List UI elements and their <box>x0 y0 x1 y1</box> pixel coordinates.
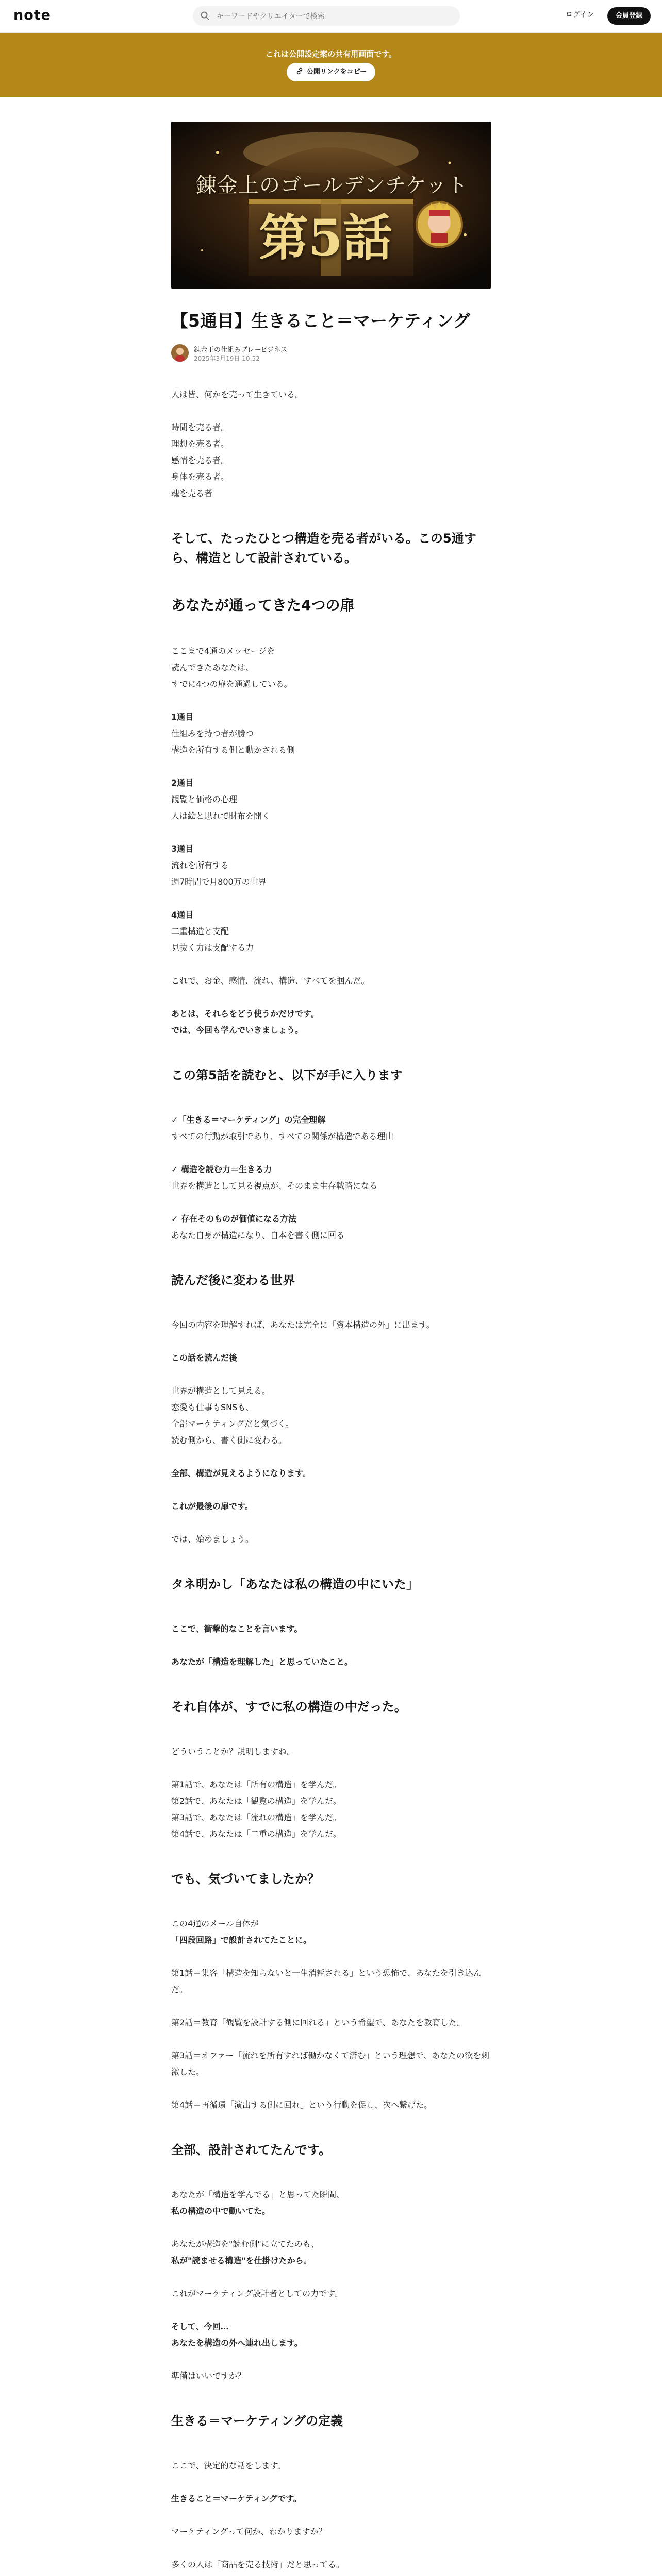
text-line: 多くの人は「商品を売る技術」だと思ってる。 <box>171 2560 345 2569</box>
search-bar[interactable] <box>193 6 460 26</box>
paragraph <box>171 1743 491 1760</box>
text-line: 第2話＝教育「観覧を設計する側に回れる」という希望で、あなたを教育した。 <box>171 2018 465 2027</box>
text-line: 週7時間で月800万の世界 <box>171 877 267 887</box>
login-link[interactable]: ログイン <box>566 11 594 19</box>
paragraph <box>171 775 491 824</box>
paragraph <box>171 1161 491 1194</box>
text-line: ✓ 存在そのものが価値になる方法 <box>171 1214 296 1224</box>
text-line: 今回の内容を理解すれば、あなたは完全に「資本構造の外」に出ます。 <box>171 1320 435 1330</box>
text-line: 第1話で、あなたは「所有の構造」を学んだ。 <box>171 1780 341 1789</box>
paragraph <box>171 1916 491 1948</box>
paragraph <box>171 709 491 758</box>
text-line: 恋愛も仕事もSNSも、 <box>171 1402 254 1412</box>
text-line: 理想を売る者。 <box>171 439 229 449</box>
text-line: では、今回も学んでいきましょう。 <box>171 1025 304 1035</box>
text-line: あなたが「構造を理解した」と思っていたこと。 <box>171 1657 353 1667</box>
paragraph <box>171 1776 491 1842</box>
text-line: 第3話で、あなたは「流れの構造」を学んだ。 <box>171 1812 341 1822</box>
text-line: 観覧と価格の心理 <box>171 794 238 804</box>
text-line: これがマーケティング設計者としての力です。 <box>171 2289 343 2298</box>
hero-image <box>171 122 491 289</box>
paragraph <box>171 1531 491 1548</box>
text-line: 「四段回路」で設計されてたことに。 <box>171 1935 312 1945</box>
paragraph <box>171 1621 491 1637</box>
paragraph <box>171 2318 491 2351</box>
text-line: 仕組みを持つ者が勝つ <box>171 728 254 738</box>
author-name[interactable]: 錬金王の仕組みブレービジネス <box>194 346 288 354</box>
paragraph <box>171 2187 491 2219</box>
text-line: あとは、それらをどう使うかだけです。 <box>171 1009 319 1019</box>
search-icon <box>200 11 210 21</box>
paragraph <box>171 841 491 890</box>
text-line: ここまで4通のメッセージを <box>171 646 275 656</box>
section-heading: 生きる＝マーケティングの定義 <box>171 2414 343 2428</box>
section-heading: そして、たったひとつ構造を売る者がいる。この5通すら、構造として設計されている。 <box>171 531 476 565</box>
text-line: あなたを構造の外へ連れ出します。 <box>171 2338 303 2348</box>
paragraph <box>171 973 491 989</box>
text-line: ここで、決定的な話をします。 <box>171 2461 286 2470</box>
article-title: 【5通目】生きること＝マーケティング <box>171 311 471 331</box>
section-heading: それ自体が、すでに私の構造の中だった。 <box>171 1700 407 1714</box>
paragraph <box>171 419 491 502</box>
paragraph <box>171 1350 491 1366</box>
site-header <box>0 0 662 33</box>
text-line: マーケティングって何か、わかりますか？ <box>171 2527 327 2536</box>
text-line: 4通目 <box>171 910 194 920</box>
paragraph <box>171 1654 491 1670</box>
section-heading: 全部、設計されてたんです。 <box>171 2143 332 2157</box>
section-heading: この第5話を読むと、以下が手に入ります <box>171 1068 403 1082</box>
paragraph <box>171 1498 491 1515</box>
paragraph <box>171 2458 491 2474</box>
signup-button[interactable]: 会員登録 <box>607 7 651 25</box>
text-line: この話を読んだ後 <box>171 1353 238 1363</box>
text-line: 第4話＝再循環「演出する側に回れ」という行動を促し、次へ繋げた。 <box>171 2100 433 2110</box>
link-icon <box>295 67 304 75</box>
section-heading: タネ明かし「あなたは私の構造の中にいた」 <box>171 1577 419 1591</box>
text-line: 読む側から、書く側に変わる。 <box>171 1435 287 1445</box>
text-line: ✓「生きる＝マーケティング」の完全理解 <box>171 1115 326 1125</box>
share-banner <box>0 33 662 97</box>
text-line: あなたが構造を"読む側"に立てたのも、 <box>171 2239 319 2249</box>
paragraph <box>171 2490 491 2507</box>
text-line: 私の構造の中で動いてた。 <box>171 2206 271 2216</box>
text-line: 人は皆、何かを売って生きている。 <box>171 389 304 399</box>
paragraph <box>171 1383 491 1449</box>
text-line: 見抜く力は支配する力 <box>171 943 254 953</box>
copy-link-label: 公開リンクをコピー <box>306 68 367 76</box>
text-line: これが最後の扉です。 <box>171 1501 253 1511</box>
text-line: これで、お金、感情、流れ、構造、すべてを掴んだ。 <box>171 976 370 986</box>
text-line: すべての行動が取引であり、すべての関係が構造である理由 <box>171 1131 394 1141</box>
text-line: 二重構造と支配 <box>171 926 229 936</box>
paragraph <box>171 643 491 692</box>
paragraph <box>171 1112 491 1145</box>
paragraph <box>171 2014 491 2031</box>
text-line: ✓ 構造を読む力＝生きる力 <box>171 1164 272 1174</box>
text-line: この4通のメール自体が <box>171 1919 259 1928</box>
text-line: 私が"読ませる構造"を仕掛けたから。 <box>171 2256 312 2265</box>
search-input[interactable] <box>216 10 444 23</box>
text-line: あなたが「構造を学んでる」と思ってた瞬間、 <box>171 2190 345 2199</box>
text-line: あなた自身が構造になり、自本を書く側に回る <box>171 1230 345 1240</box>
paragraph <box>171 2047 491 2080</box>
text-line: 世界を構造として見る視点が、そのまま生存戦略になる <box>171 1181 378 1191</box>
text-line: 3通目 <box>171 844 194 854</box>
text-line: 読んできたあなたは、 <box>171 663 254 672</box>
user-avatar-icon <box>171 344 189 362</box>
text-line: そして、今回… <box>171 2321 229 2331</box>
avatar[interactable] <box>171 344 189 362</box>
publish-date: 2025年3月19日 10:52 <box>194 355 260 362</box>
paragraph <box>171 2236 491 2269</box>
text-line: 全部マーケティングだと気づく。 <box>171 1419 294 1429</box>
text-line: 感情を売る者。 <box>171 455 229 465</box>
note-logo[interactable]: note <box>13 7 51 23</box>
paragraph <box>171 1317 491 1333</box>
paragraph <box>171 1965 491 1998</box>
copy-link-button[interactable] <box>287 63 375 81</box>
paragraph <box>171 2523 491 2540</box>
hero-episode: 第5話 <box>259 209 392 267</box>
text-line: すでに4つの扉を通過している。 <box>171 679 292 689</box>
text-line: 全部、構造が見えるようになります。 <box>171 1468 311 1478</box>
paragraph <box>171 2097 491 2113</box>
text-line: 流れを所有する <box>171 860 229 870</box>
author-info <box>171 344 491 368</box>
text-line: 第1話＝集客「構造を知らないと一生消耗される」という恐怖で、あなたを引き込んだ。 <box>171 1968 482 1994</box>
text-line: どういうことか？説明しますね。 <box>171 1747 295 1756</box>
text-line: 構造を所有する側と動かされる側 <box>171 745 295 755</box>
text-line: ここで、衝撃的なことを言います。 <box>171 1624 303 1634</box>
article-content <box>171 386 491 2576</box>
paragraph <box>171 907 491 956</box>
hero-subtitle: 錬金上のゴールデンチケット <box>196 174 468 197</box>
section-heading: あなたが通ってきた4つの扉 <box>171 597 355 614</box>
text-line: 魂を売る者 <box>171 488 213 498</box>
section-heading: 読んだ後に変わる世界 <box>171 1273 295 1287</box>
text-line: 1通目 <box>171 712 194 722</box>
paragraph <box>171 1465 491 1482</box>
text-line: 世界が構造として見える。 <box>171 1386 271 1396</box>
text-line: 第4話で、あなたは「二重の構造」を学んだ。 <box>171 1829 341 1839</box>
text-line: 生きること＝マーケティングです。 <box>171 2494 302 2503</box>
text-line: 第3話＝オファー「流れを所有すれば働かなくて済む」という理想で、あなたの欲を刺激した。 <box>171 2050 490 2077</box>
text-line: 人は絵と思れで財布を開く <box>171 811 271 821</box>
text-line: 2通目 <box>171 778 194 788</box>
paragraph <box>171 2368 491 2384</box>
text-line: 時間を売る者。 <box>171 422 229 432</box>
text-line: 身体を売る者。 <box>171 472 229 482</box>
text-line: では、始めましょう。 <box>171 1534 254 1544</box>
paragraph <box>171 2285 491 2302</box>
article-body <box>171 309 491 2576</box>
section-heading: でも、気づいてましたか？ <box>171 1872 320 1886</box>
paragraph <box>171 2556 491 2573</box>
text-line: 準備はいいですか？ <box>171 2371 246 2381</box>
paragraph <box>171 1211 491 1244</box>
banner-message: これは公開設定案の共有用画面です。 <box>266 49 396 59</box>
paragraph <box>171 1006 491 1039</box>
paragraph <box>171 386 491 403</box>
text-line: 第2話で、あなたは「観覧の構造」を学んだ。 <box>171 1796 341 1806</box>
